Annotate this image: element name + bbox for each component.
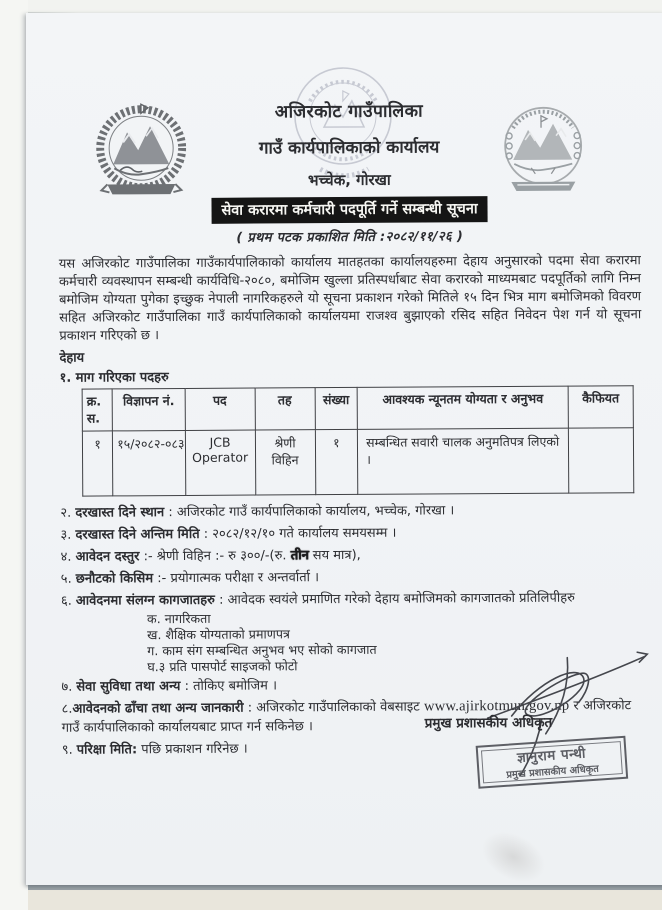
item-number: ५. xyxy=(60,571,72,587)
stamp-name: ज्ञानुराम पन्थी xyxy=(516,745,587,767)
item-text: : अजिरकोट गाउँपालिकाको वेबसाइट xyxy=(247,699,424,716)
sub-item-experience: ग. काम संग सम्बन्धित अनुभव भए सोको कागजात xyxy=(147,641,377,658)
cell-qualification: सम्बन्धित सवारी चालक अनुमतिपत्र लिएको । xyxy=(358,428,569,494)
handwritten-correction: तीन xyxy=(290,548,309,564)
item-text: : अजिरकोट गाउँ कार्यपालिकाको कार्यालय, भच्चेक, गोरखा । xyxy=(168,503,455,521)
cell-level: श्रेणी विहिन xyxy=(255,430,315,495)
dehaya-label: देहाय xyxy=(59,350,85,366)
item-label: छनौटको किसिम xyxy=(75,571,154,587)
table-header-row xyxy=(82,386,633,431)
cell-advert-no: १५/२०८२-०८३ xyxy=(113,430,186,495)
header-sn: क्र. स. xyxy=(82,389,113,431)
header-qualification: आवश्यक न्यूनतम योग्यता र अनुभव xyxy=(357,386,568,429)
stamp-title: प्रमुख प्रशासकीय अधिकृत xyxy=(506,763,600,781)
table-row xyxy=(82,428,633,496)
item-text: : आवेदक स्वयंले प्रमाणित गरेको देहाय बमोजिमको कागजातको प्रतिलिपीहरु xyxy=(219,590,575,608)
item-number: ८. xyxy=(61,701,73,717)
sub-item-education: ख. शैक्षिक योग्यताको प्रमाणपत्र xyxy=(147,625,290,642)
office-name: गाउँ कार्यपालिकाको कार्यालय xyxy=(258,137,440,159)
municipality-name: अजिरकोट गाउँपालिका xyxy=(274,101,424,123)
item-6-documents xyxy=(61,588,643,611)
pencil-smudge-mark xyxy=(472,820,555,893)
cell-remarks xyxy=(568,428,633,493)
cell-sn: १ xyxy=(82,431,113,496)
website-url: www.ajirkotmun.gov.np xyxy=(423,697,570,715)
item-label: आवेदनमा संलग्न कागजातहरु xyxy=(75,592,215,609)
item-label: सेवा सुविधा तथा अन्य xyxy=(76,679,181,695)
item-text: :- श्रेणी विहिन :- रु ३००/-(रु. xyxy=(143,548,291,565)
item-text: सय मात्र), xyxy=(308,547,361,564)
intro-paragraph: यस अजिरकोट गाउँपालिका गाउँकार्यपालिकाको कार्यालय मातहतका कार्यालयहरुमा देहाय अनुसारको पदमा सेवा करारमा कर्मचारी व्यवस्थापन सम्बन्धी कार्यविधि-२०८०, बमोजिम खुल्ला प्रतिस्पर्धाबाट सेवा करारको माध्यमबाट पदपूर्तिको लागि निम्न बमोजिम योग्यता पुगेका इच्छुक नेपाली नागरिकहरुले यो सूचना प्रकाशन गरेको मितिले १५ दिन भित्र माग बमोजिमको विवरण सहित अजिरकोट गाउँपालिका गाउँ कार्यपालिकाको कार्यालयमा राजश्व बुझाएको रसिद सहित निवेदन पेश गर्न यो सूचना प्रकाशन गरिएको छ । xyxy=(58,253,642,344)
item-number: ६. xyxy=(60,593,72,609)
header-advert-no: विज्ञापन नं. xyxy=(112,388,185,430)
item-text: :- प्रयोगात्मक परीक्षा र अन्तर्वार्ता । xyxy=(157,570,320,587)
item-3-deadline xyxy=(60,522,642,545)
document-content xyxy=(23,11,662,887)
header-level: तह xyxy=(255,388,315,430)
item-4-fee xyxy=(61,544,643,567)
item-text: पछि प्रकाशन गरिनेछ । xyxy=(141,741,248,758)
signatory-title: प्रमुख प्रशासकीय अधिकृत xyxy=(424,714,553,732)
item-label: आवेदनको ढाँचा तथा अन्य जानकारी xyxy=(72,700,244,717)
header-count: संख्या xyxy=(315,387,358,429)
item-5-selection-type xyxy=(61,566,643,589)
item-number: ३. xyxy=(60,527,72,543)
cell-count: १ xyxy=(315,429,358,494)
header-post: पद xyxy=(185,388,255,430)
item-label: दरखास्त दिने स्थान xyxy=(75,505,165,521)
office-address: भच्चेक, गोरखा xyxy=(307,170,391,190)
item-text: : २०८२/१२/१० गते कार्यालय समयसम्म । xyxy=(203,525,397,542)
sub-item-photos: घ.३ प्रति पासपोर्ट साइजको फोटो xyxy=(147,657,298,674)
document-page xyxy=(26,13,662,885)
positions-table xyxy=(82,385,635,496)
header-remarks: कैफियत xyxy=(568,386,633,428)
item-label: दरखास्त दिने अन्तिम मिति xyxy=(75,526,200,543)
publish-date-line: ( प्रथम पटक प्रकाशित मिति :२०८२/११/२६ ) xyxy=(236,229,464,246)
item-number: ९. xyxy=(61,742,73,758)
sub-item-citizenship: क. नागरिकता xyxy=(146,610,211,626)
item-2-application-place xyxy=(60,500,642,523)
item-number: ४. xyxy=(60,549,72,565)
item-number: २. xyxy=(60,505,72,521)
notice-title-bar: सेवा करारमा कर्मचारी पदपूर्ति गर्ने सम्बन्धी सूचना xyxy=(211,196,487,224)
item-text: : तोकिए बमोजिम । xyxy=(184,678,278,694)
item-number: ७. xyxy=(61,679,73,695)
item-label: परिक्षा मिति: xyxy=(76,742,138,758)
item-text: र अजिरकोट गाउँ कार्यपालिकाको कार्यालयबाट प्राप्त गर्न सकिनेछ । xyxy=(61,698,632,736)
scanner-bed-strip xyxy=(28,890,662,910)
cell-post: JCB Operator xyxy=(185,430,255,495)
item-label: आवेदन दस्तुर xyxy=(75,549,140,565)
section1-title: १. माग गरिएका पदहरु xyxy=(59,370,169,386)
letterhead xyxy=(58,97,641,247)
